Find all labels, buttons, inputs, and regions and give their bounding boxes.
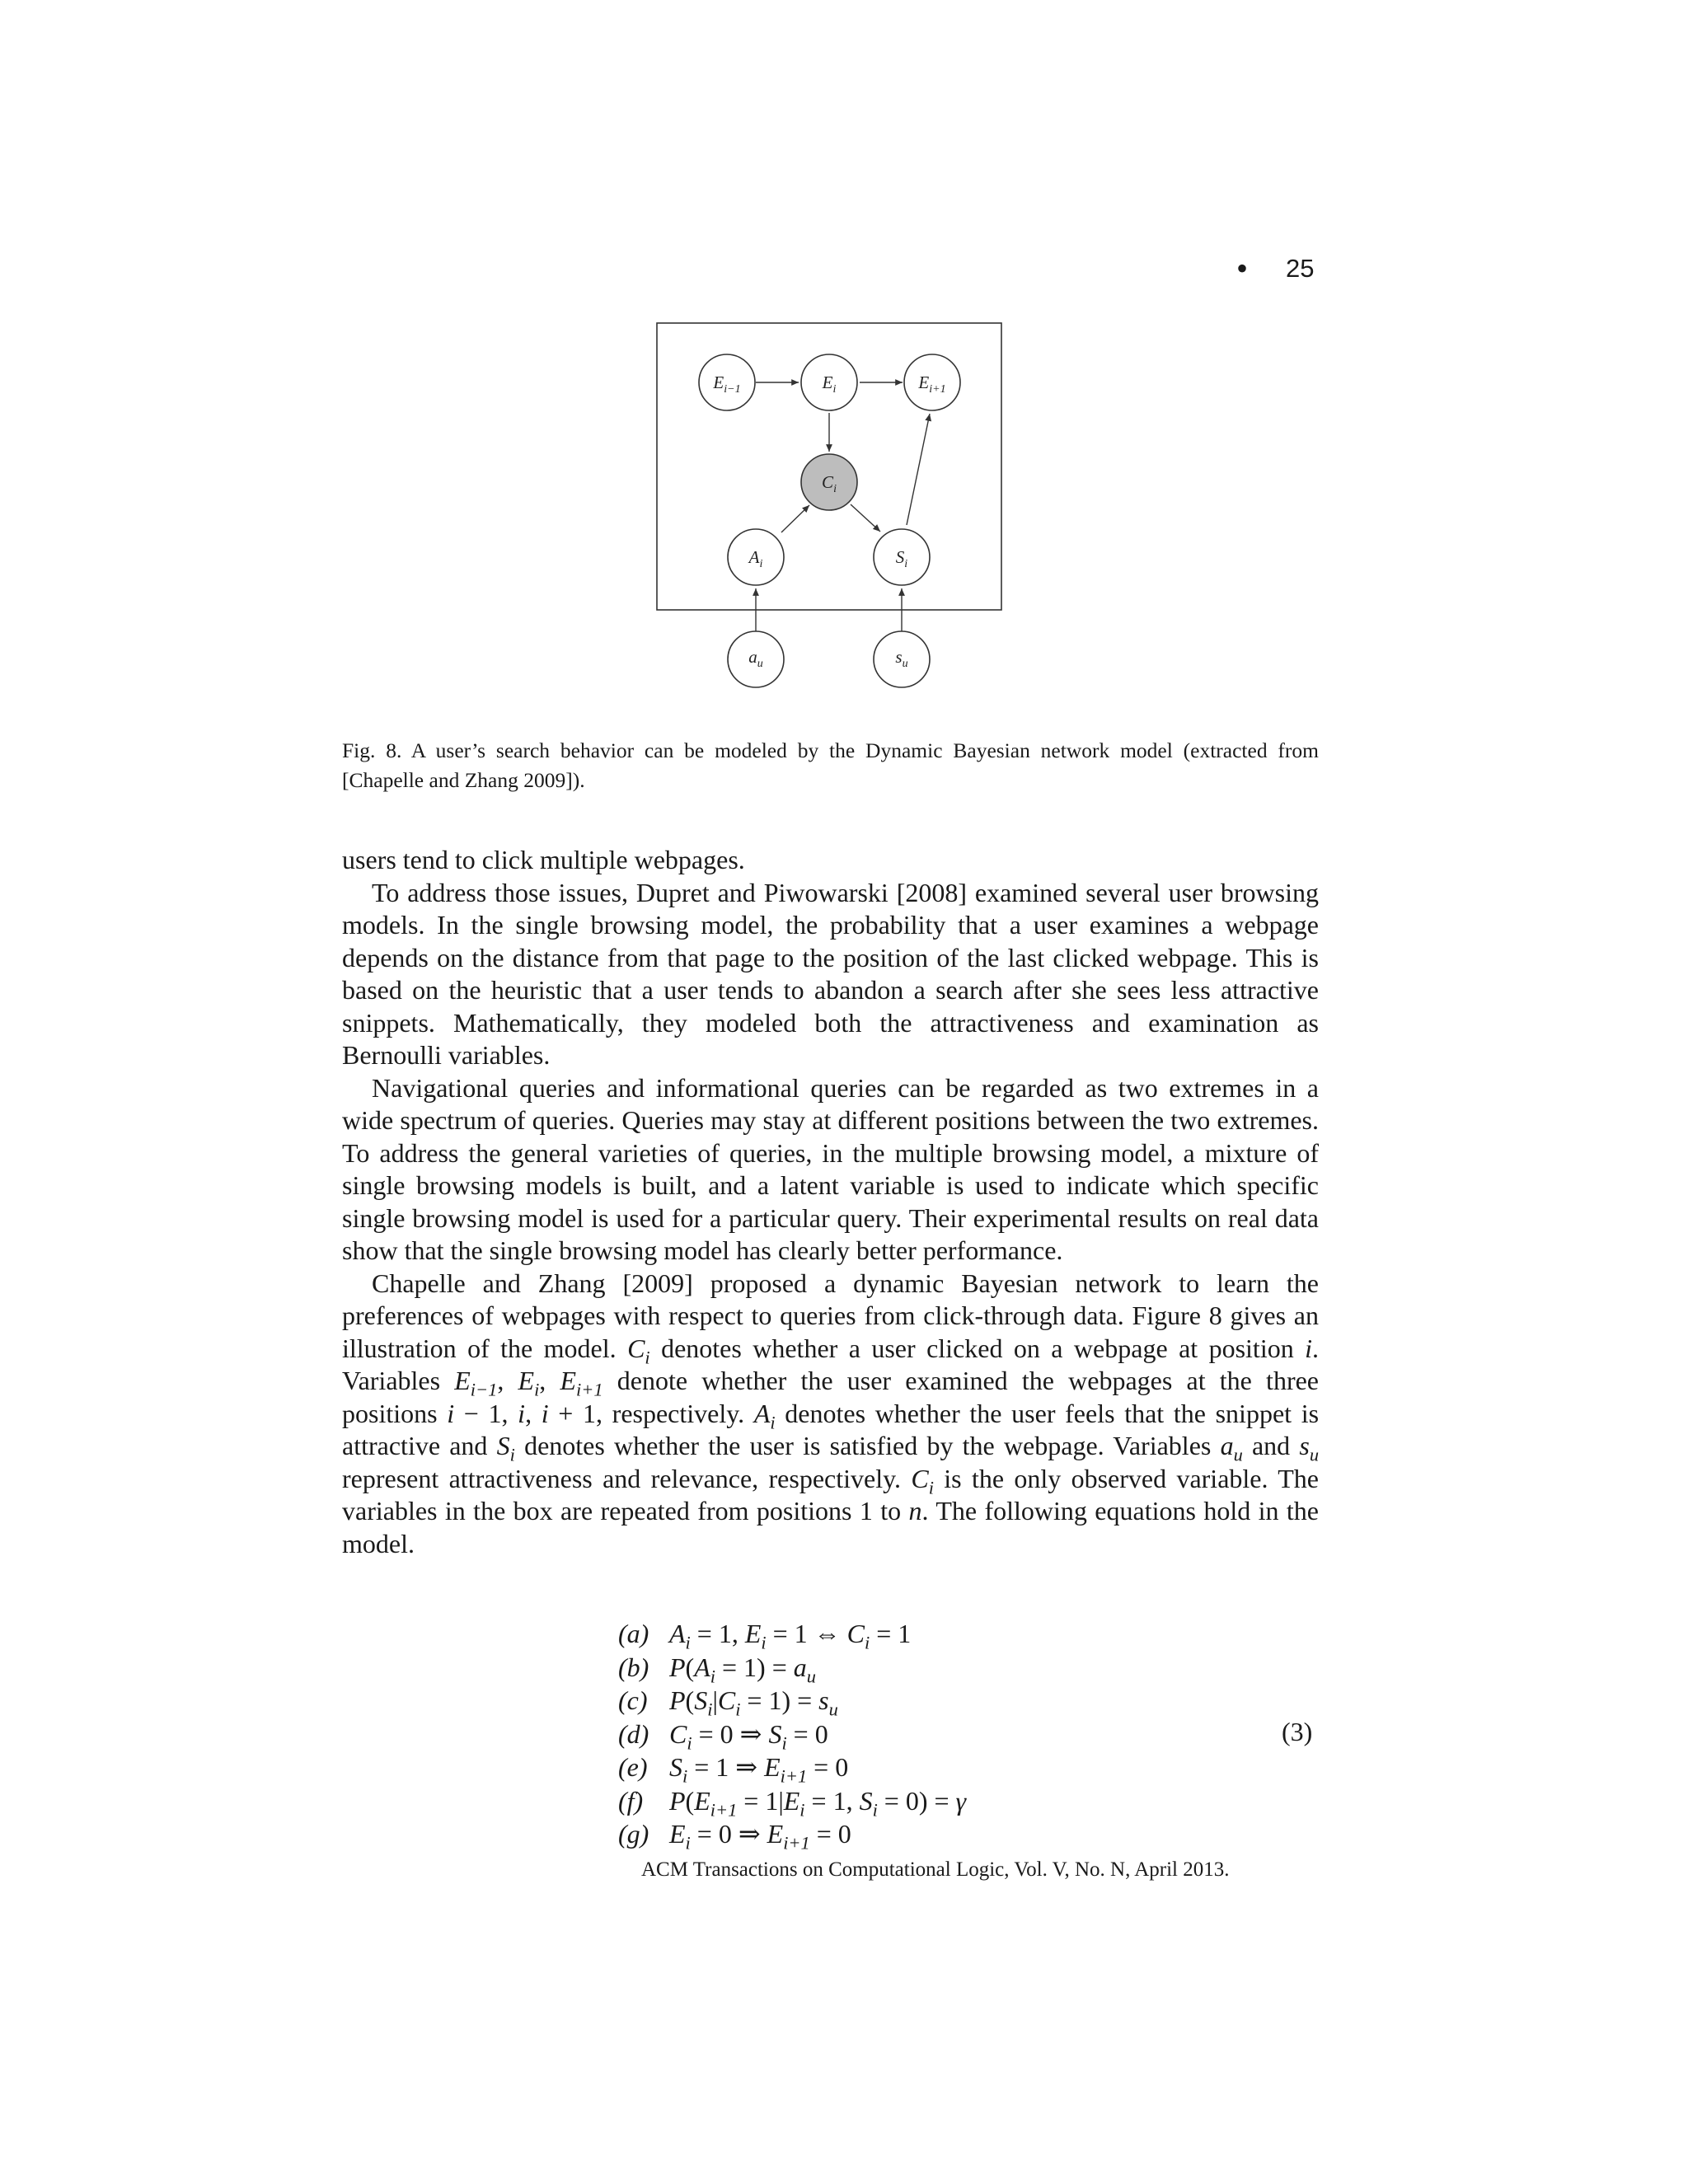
edge-a-c bbox=[781, 505, 809, 532]
edge-s-enext bbox=[907, 414, 930, 525]
label-a: $A_i$ bbox=[748, 547, 763, 570]
equation-g: (g) $E_i = 0$ ⇒ $E_{i+1} = 0$ bbox=[618, 1819, 851, 1854]
paragraph-4: Chapelle and Zhang [2009] proposed a dynamic Bayesian network to learn the preferences of webpages with respect to queries from click-through data. Figure 8 gives an illustration of the model. $C_i$ denotes whether a user clicked on a webpage at position i. Variables $E_{i-1}$, $E_i$, $E_{i+1}$ denote whether the user examined the webpages at the three positions i − 1, i, i + 1, respectively. $A_i$ denotes whether the user feels that the snippet is attractive and $S_i$ denotes whether the user is satisfied by the webpage. Variables $a_u$ and $s_u$ represent attractiveness and relevance, respectively. $C_i$ is the only observed variable. The variables in the box are repeated from positions 1 to n. The following equations hold in the model. bbox=[342, 1268, 1320, 1558]
label-c: $C_i$ bbox=[822, 472, 837, 495]
equation-a: (a) $A_i = 1$, $E_i = 1$ ⇔ $C_i = 1$ bbox=[618, 1619, 912, 1653]
label-s-u: $s_u$ bbox=[895, 647, 908, 670]
label-e-prev: $E_{i-1}$ bbox=[713, 373, 741, 396]
equation-d: (d) $C_i = 0$ ⇒ $S_i = 0$ bbox=[618, 1718, 828, 1753]
equation-e: (e) $S_i = 1$ ⇒ $E_{i+1} = 0$ bbox=[618, 1752, 849, 1787]
body-text bbox=[342, 844, 1319, 1560]
equation-c: (c) $P(S_i|C_i = 1) = s_u$ bbox=[618, 1685, 838, 1720]
label-e-cur: $E_i$ bbox=[822, 373, 837, 396]
node-e-next bbox=[904, 354, 960, 410]
paragraph-3: Navigational queries and informational queries can be regarded as two extremes in a wide spectrum of queries. Queries may stay at different positions between the two extremes. To address the general varieties of queries, in the multiple browsing model, a mixture of single browsing models is built, and a latent variable is used to indicate which specific single browsing model is used for a particular query. Their experimental results on real data show that the single browsing model has clearly better performance. bbox=[342, 1072, 1319, 1265]
equation-f: (f) $P(E_{i+1} = 1|E_i = 1$, $S_i = 0) = \gamma$ bbox=[618, 1785, 967, 1820]
paragraph-2: To address those issues, Dupret and Piwowarski [2008] examined several user browsing models. In the single browsing model, the probability that a user examines a webpage depends on the distance from that page to the position of the last clicked webpage. This is based on the heuristic that a user tends to abandon a search after she sees less attractive snippets. Mathematically, they modeled both the attractiveness and examination as Bernoulli variables. bbox=[342, 877, 1319, 1070]
bayesian-network-figure bbox=[643, 313, 1022, 692]
label-s: $S_i$ bbox=[895, 547, 908, 570]
equation-number: (3) bbox=[1282, 1717, 1313, 1746]
equation-block bbox=[618, 1617, 967, 1854]
header-separator: • bbox=[1236, 250, 1249, 287]
figure-caption: Fig. 8. A user’s search behavior can be modeled by the Dynamic Bayesian network model (extracted from [Chapelle and Zhang 2009]). bbox=[342, 738, 1319, 792]
edge-c-s bbox=[851, 504, 880, 532]
label-a-u: $a_u$ bbox=[748, 647, 763, 670]
label-e-next: $E_{i+1}$ bbox=[918, 373, 946, 396]
journal-footer: ACM Transactions on Computational Logic, Vol. V, No. N, April 2013. bbox=[641, 1858, 1230, 1881]
paragraph-1: users tend to click multiple webpages. bbox=[342, 845, 745, 874]
node-e-prev bbox=[699, 354, 755, 410]
page-number: 25 bbox=[1286, 254, 1315, 283]
equation-b: (b) $P(A_i = 1) = a_u$ bbox=[618, 1652, 816, 1686]
